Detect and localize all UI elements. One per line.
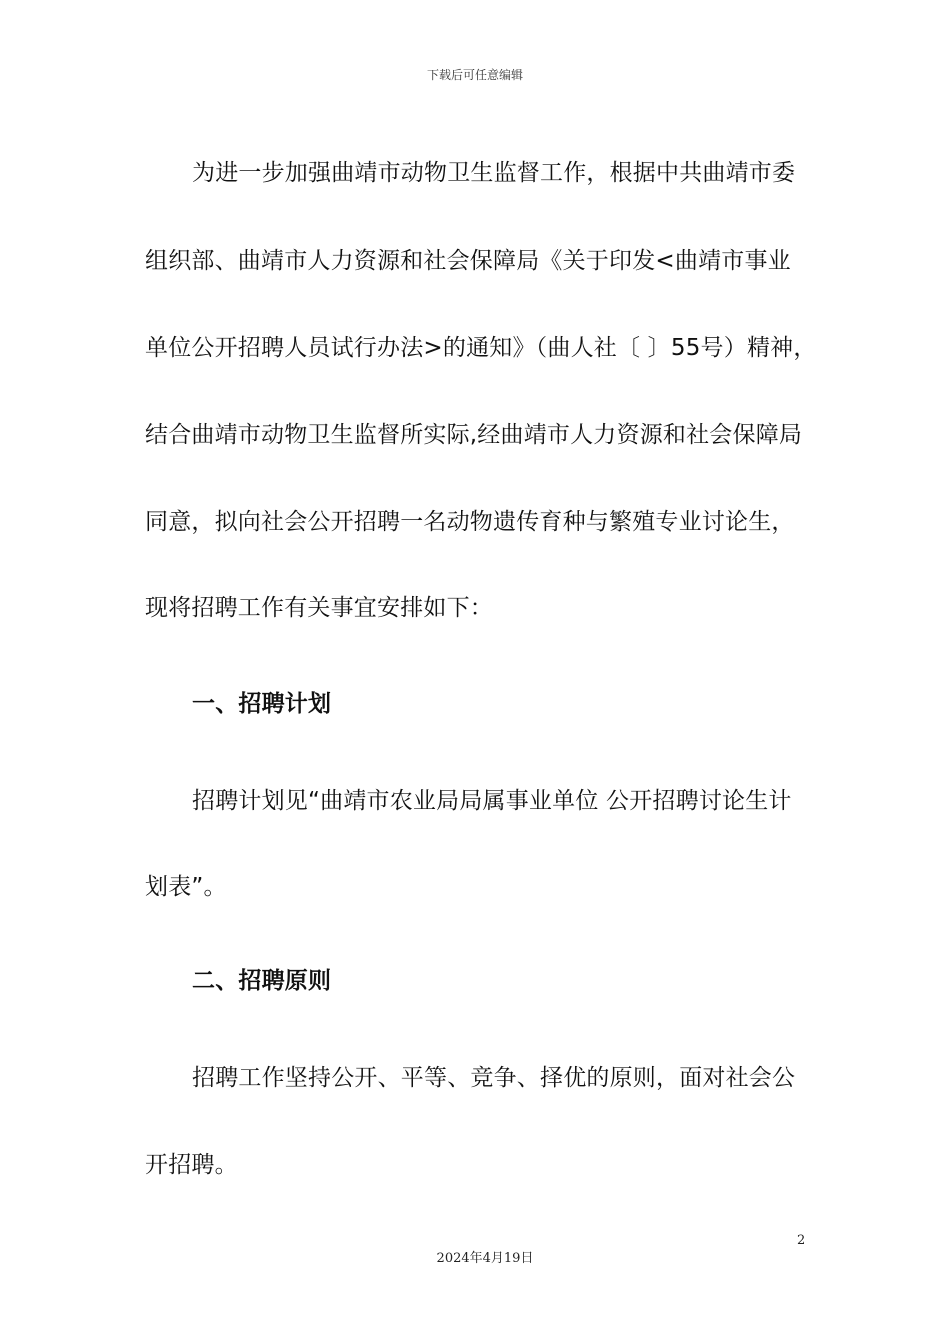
body-line: 结合曲靖市动物卫生监督所实际,经曲靖市人力资源和社会保障局 — [145, 422, 803, 448]
section-heading-plan: 一、招聘计划 — [192, 691, 332, 717]
body-line: 招聘计划见“曲靖市农业局局属事业单位 公开招聘讨论生计 — [192, 788, 792, 814]
body-line: 同意，拟向社会公开招聘一名动物遗传育种与繁殖专业讨论生， — [145, 509, 795, 535]
section-heading-principle: 二、招聘原则 — [192, 968, 332, 994]
body-line: 招聘工作坚持公开、平等、竞争、择优的原则，面对社会公 — [192, 1065, 796, 1091]
body-line: 为进一步加强曲靖市动物卫生监督工作，根据中共曲靖市委 — [192, 160, 796, 186]
body-line: 现将招聘工作有关事宜安排如下： — [145, 595, 493, 621]
page-number: 2 — [797, 1233, 806, 1248]
footer-date: 2024年4月19日 — [436, 1251, 534, 1266]
body-line: 组织部、曲靖市人力资源和社会保障局《关于印发<曲靖市事业 — [145, 248, 791, 274]
body-line: 开招聘。 — [145, 1152, 238, 1178]
body-line: 划表”。 — [145, 874, 227, 900]
page-header: 下载后可任意编辑 — [426, 68, 523, 82]
body-line: 单位公开招聘人员试行办法>的通知》（曲人社〔 〕55号）精神， — [145, 335, 817, 361]
